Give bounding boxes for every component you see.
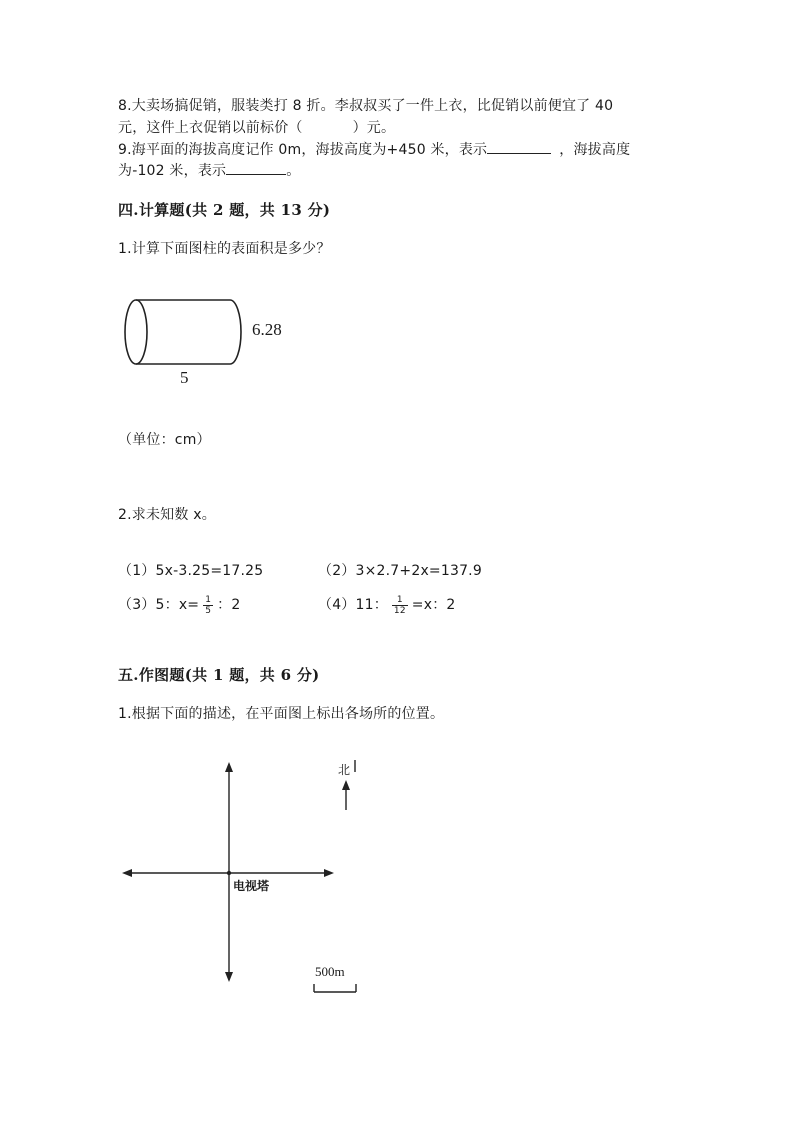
map-arrow-right-icon [324,869,334,877]
equation-3-text-a: （3）5：x= [118,597,200,613]
question-8-line-1: 8.大卖场搞促销，服装类打 8 折。李叔叔买了一件上衣，比促销以前便宜了 40 [118,98,614,114]
tv-tower-label: 电视塔 [233,879,270,893]
cylinder-diameter-label: 5 [180,368,189,387]
cylinder-left-face [125,300,147,364]
question-9-line-1 [118,139,630,160]
cylinder-figure [118,290,298,390]
equation-4 [318,592,456,618]
equation-4-denominator: 12 [393,605,406,616]
map-arrow-up-icon [225,762,233,772]
section-5-title: 五.作图题(共 1 题，共 6 分) [118,666,320,684]
section-5-question-1: 1.根据下面的描述，在平面图上标出各场所的位置。 [118,706,445,722]
equation-3-fraction [203,595,213,616]
question-9-text-d: 。 [286,163,301,179]
equation-2: （2）3×2.7+2x=137.9 [318,563,482,579]
map-arrow-down-icon [225,972,233,982]
north-label: 北 [338,763,351,777]
question-8-line-2 [118,118,395,138]
map-arrow-left-icon [122,869,132,877]
question-8-text-a: 元，这件上衣促销以前标价（ [118,120,303,136]
question-9-text-b: ，海拔高度 [559,142,631,158]
cylinder-right-face [230,300,241,364]
section-4-title: 四.计算题(共 2 题，共 13 分) [118,201,331,219]
equation-3-text-b: ：2 [217,597,241,613]
equation-3-denominator: 5 [205,605,212,616]
question-9-line-2 [118,160,300,181]
section-4-question-1: 1.计算下面图柱的表面积是多少？ [118,241,331,257]
question-8-text-b: ）元。 [352,120,396,136]
section-4-question-2: 2.求未知数 x。 [118,507,216,523]
scale-label: 500m [315,964,345,979]
question-9-text-a: 9.海平面的海拔高度记作 0m，海拔高度为+450 米，表示 [118,142,488,158]
equation-4-fraction [392,595,408,616]
question-9-answer-blank-1[interactable] [487,139,551,154]
map-origin-dot [227,871,231,875]
equation-4-text-a: （4）11： [318,597,388,613]
question-9-text-c: 为-102 米，表示 [118,163,227,179]
unit-note: （单位：cm） [118,432,211,448]
equation-4-numerator: 1 [396,594,403,605]
equation-3-numerator: 1 [205,594,212,605]
map-diagram [110,750,370,1000]
equation-1: （1）5x-3.25=17.25 [118,563,264,579]
north-arrow-icon [342,780,350,790]
equation-4-text-b: =x：2 [411,597,456,613]
cylinder-height-label: 6.28 [252,320,282,339]
question-9-answer-blank-2[interactable] [226,160,286,175]
equation-3 [118,592,240,618]
